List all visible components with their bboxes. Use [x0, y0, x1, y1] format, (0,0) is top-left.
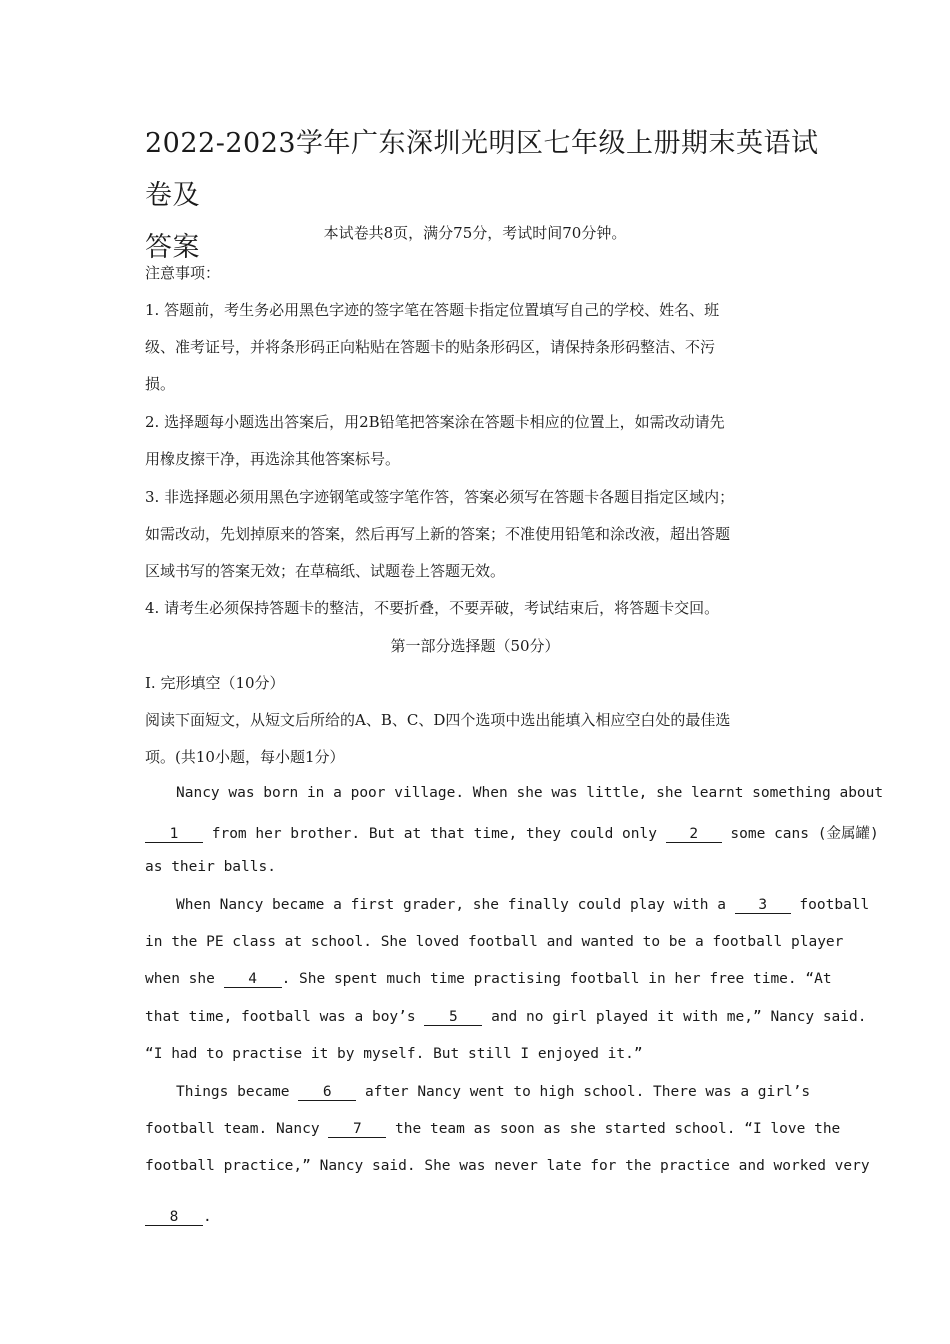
passage-text: from her brother. But at that time, they could only [203, 826, 666, 842]
instructions-line-2: 项。(共10小题，每小题1分） [145, 748, 345, 766]
passage-line [176, 897, 869, 914]
note-4-line-1: 4. 请考生必须保持答题卡的整洁，不要折叠，不要弄破，考试结束后，将答题卡交回。 [145, 599, 720, 617]
blank-5: 5 [424, 1010, 482, 1026]
instructions-line-1: 阅读下面短文，从短文后所给的A、B、C、D四个选项中选出能填入相应空白处的最佳选 [145, 711, 731, 729]
note-1-line-3: 损。 [145, 375, 176, 393]
note-2-line-2: 用橡皮擦干净，再选涂其他答案标号。 [145, 450, 401, 468]
section-1-heading: Ⅰ. 完形填空（10分） [145, 674, 285, 692]
note-1-line-2: 级、准考证号，并将条形码正向粘贴在答题卡的贴条形码区，请保持条形码整洁、不污 [145, 338, 716, 356]
blank-1: 1 [145, 827, 203, 843]
passage-text: and no girl played it with me,” Nancy said. [482, 1009, 867, 1025]
passage-line: as their balls. [145, 859, 276, 875]
passage-line: Nancy was born in a poor village. When she was little, she learnt something about [176, 785, 884, 801]
passage-line [176, 1084, 810, 1101]
blank-8: 8 [145, 1210, 203, 1226]
passage-line [145, 1009, 866, 1026]
blank-7: 7 [328, 1122, 386, 1138]
blank-6: 6 [298, 1085, 356, 1101]
note-2-line-1: 2. 选择题每小题选出答案后，用2B铅笔把答案涂在答题卡相应的位置上，如需改动请先 [145, 413, 725, 431]
blank-3: 3 [735, 898, 791, 914]
passage-line [145, 1209, 212, 1226]
passage-text: . [203, 1209, 212, 1225]
note-1-line-1: 1. 答题前，考生务必用黑色字迹的签字笔在答题卡指定位置填写自己的学校、姓名、班 [145, 301, 720, 319]
passage-line [145, 822, 879, 843]
note-3-line-3: 区域书写的答案无效；在草稿纸、试题卷上答题无效。 [145, 562, 506, 580]
passage-line [145, 1121, 840, 1138]
passage-text: the team as soon as she started school. “I love the [386, 1121, 841, 1137]
exam-info: 本试卷共8页，满分75分，考试时间70分钟。 [323, 224, 627, 242]
blank-2: 2 [666, 827, 722, 843]
note-3-line-2: 如需改动，先划掉原来的答案，然后再写上新的答案；不准使用铅笔和涂改液，超出答题 [145, 525, 731, 543]
passage-line: in the PE class at school. She loved football and wanted to be a football player [145, 934, 844, 950]
passage-text: football team. Nancy [145, 1121, 329, 1137]
passage-text: that time, football was a boy’s [145, 1009, 425, 1025]
passage-text: football [790, 897, 870, 913]
passage-text: . She spent much time practising football in her free time. “At [281, 971, 832, 987]
passage-line: “I had to practise it by myself. But still I enjoyed it.” [145, 1046, 643, 1062]
passage-line: football practice,” Nancy said. She was never late for the practice and worked very [145, 1158, 870, 1174]
blank-4: 4 [224, 972, 282, 988]
title-line-2: 答案 [145, 232, 200, 263]
passage-text: some cans (金属罐) [721, 826, 879, 842]
passage-line [145, 971, 832, 988]
title-line-1: 2022-2023学年广东深圳光明区七年级上册期末英语试卷及 [145, 128, 819, 211]
notice-heading: 注意事项： [145, 264, 221, 282]
passage-text: Things became [176, 1084, 299, 1100]
part-1-heading: 第一部分选择题（50分） [390, 637, 560, 655]
note-3-line-1: 3. 非选择题必须用黑色字迹钢笔或签字笔作答，答案必须写在答题卡各题目指定区域内； [145, 488, 735, 506]
page-title [145, 118, 825, 274]
passage-text: after Nancy went to high school. There was a girl’s [356, 1084, 811, 1100]
passage-text: when she [145, 971, 224, 987]
passage-text: When Nancy became a first grader, she finally could play with a [176, 897, 735, 913]
